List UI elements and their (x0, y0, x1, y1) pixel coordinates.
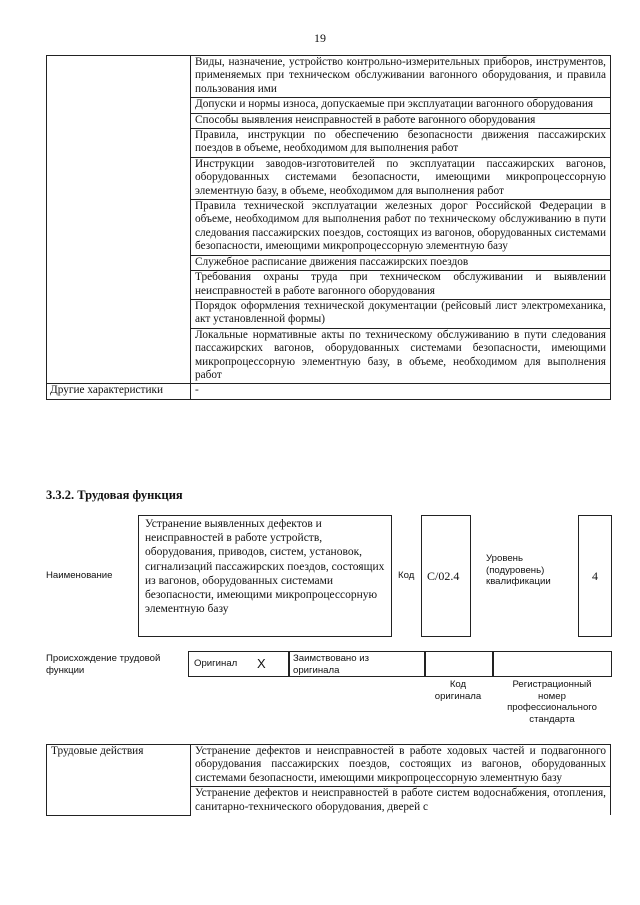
level-value: 4 (592, 569, 598, 583)
code-original-caption: Код оригинала (434, 679, 482, 702)
borrowed-cell (288, 651, 426, 677)
table-row (47, 384, 611, 399)
knowledge-item: Способы выявления неисправностей в работе вагонного оборудования (191, 113, 611, 128)
knowledge-item: Требования охраны труда при техническом обслуживании и выявлении неисправностей в работе вагонного оборудования (191, 271, 611, 300)
code-value: C/02.4 (427, 569, 460, 583)
reg-number-caption: Регистрационный номер профессионального стандарта (507, 679, 597, 725)
borrowed-label: Заимствовано из оригинала (293, 653, 369, 676)
knowledge-item: Инструкции заводов-изготовителей по эксплуатации пассажирских вагонов, оборудованных системами безопасности, имеющими микропроцессорную элементную базу, в объеме, необходимом для выполнения работ (191, 157, 611, 199)
name-label: Наименование (46, 570, 113, 581)
knowledge-item: Служебное расписание движения пассажирских поездов (191, 255, 611, 270)
knowledge-item: Порядок оформления технической документации (рейсовый лист электромеханика, акт установленной формы) (191, 299, 611, 328)
section-title: 3.3.2. Трудовая функция (46, 488, 183, 502)
code-label: Код (398, 570, 415, 581)
table-row (47, 56, 611, 98)
code-box (421, 515, 471, 637)
knowledge-item: Виды, назначение, устройство контрольно-измерительных приборов, инструментов, применяемых при техническом обслуживании вагонного оборудования, и правила пользования ими (191, 56, 611, 98)
other-characteristics-label: Другие характеристики (47, 384, 191, 399)
labor-action-item: Устранение дефектов и неисправностей в работе ходовых частей и подвагонного оборудования пассажирских поездов, состоящих из вагонов, оборудованных системами безопасности, имеющими микропроцессорную элементную базу (191, 745, 611, 787)
function-name-box (138, 515, 392, 637)
origin-label: Происхождение трудовой функции (46, 653, 161, 676)
original-cell (188, 651, 290, 677)
row-label-empty (47, 56, 191, 384)
original-label: Оригинал (194, 658, 238, 669)
knowledge-item: Правила технической эксплуатации железных дорог Российской Федерации в объеме, необходимом для выполнения работ по техническому обслуживанию в пути следования пассажирских поездов, состоящих из вагонов, оборудованных системами безопасности, имеющими микропроцессорную элементную базу (191, 200, 611, 256)
level-label: Уровень (подуровень) квалификации (486, 553, 551, 587)
other-characteristics-value: - (191, 384, 611, 399)
level-box (578, 515, 612, 637)
labor-action-item: Устранение дефектов и неисправностей в работе систем водоснабжения, отопления, санитарно-технического оборудования, дверей с (191, 787, 611, 815)
reg-number-cell (492, 651, 612, 677)
knowledge-item: Локальные нормативные акты по техническому обслуживанию в пути следования пассажирских вагонов, оборудованных системами безопасности, имеющими микропроцессорную элементную базу, в объеме, необходимом для выполнения работ (191, 328, 611, 384)
knowledge-item: Допуски и нормы износа, допускаемые при эксплуатации вагонного оборудования (191, 98, 611, 113)
function-name: Устранение выявленных дефектов и неисправностей в работе устройств, оборудования, приводов, систем, установок, сигнализаций пассажирских поездов, состоящих из вагонов, оборудованных системами безопасности, имеющими микропроцессорную элементную базу (145, 518, 385, 616)
labor-actions-table (46, 744, 611, 816)
code-original-cell (424, 651, 494, 677)
knowledge-table (46, 55, 611, 400)
page-number: 19 (314, 31, 326, 45)
labor-actions-label: Трудовые действия (47, 745, 191, 816)
table-row (47, 745, 611, 787)
knowledge-item: Правила, инструкции по обеспечению безопасности движения пассажирских поездов в объеме, необходимом для выполнения работ (191, 129, 611, 158)
original-mark: X (257, 656, 266, 671)
